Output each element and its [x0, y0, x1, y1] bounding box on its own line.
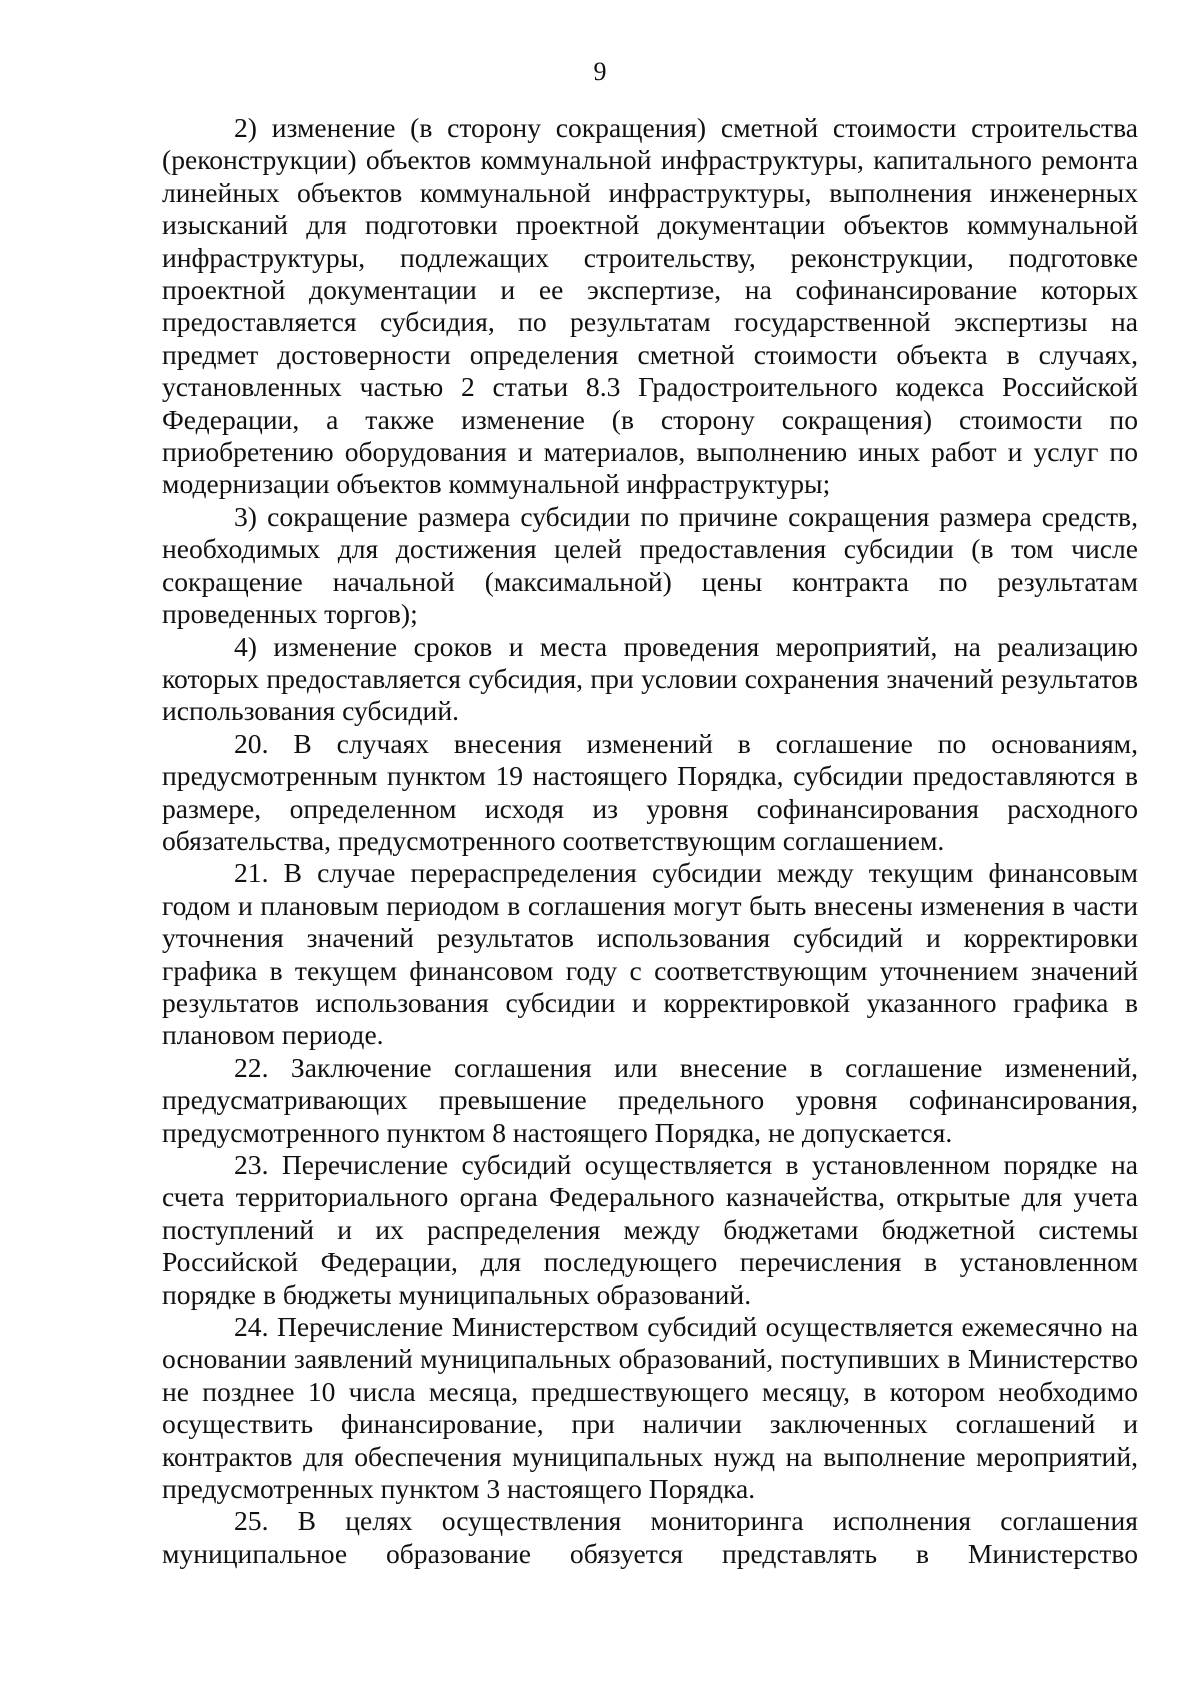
paragraph-item-4: 4) изменение сроков и места проведения мероприятий, на реализацию которых предоставляется субсидия, при условии сохранения значений результатов использования субсидий.: [162, 630, 1138, 727]
paragraph-22: 22. Заключение соглашения или внесение в соглашение изменений, предусматривающих превышение предельного уровня софинансирования, предусмотренного пунктом 8 настоящего Порядка, не допускается.: [162, 1051, 1138, 1148]
document-body: [162, 112, 1138, 1570]
paragraph-24: 24. Перечисление Министерством субсидий осуществляется ежемесячно на основании заявлений муниципальных образований, поступивших в Министерство не позднее 10 числа месяца, предшествующего месяцу, в котором необходимо осуществить финансирование, при наличии заключенных соглашений и контрактов для обеспечения муниципальных нужд на выполнение мероприятий, предусмотренных пунктом 3 настоящего Порядка.: [162, 1311, 1138, 1505]
page-number: 9: [593, 57, 607, 86]
paragraph-21: 21. В случае перераспределения субсидии между текущим финансовым годом и плановым периодом в соглашения могут быть внесены изменения в части уточнения значений результатов использования субсидий и корректировки графика в текущем финансовом году с соответствующим уточнением значений результатов использования субсидии и корректировкой указанного графика в плановом периоде.: [162, 857, 1138, 1051]
paragraph-23: 23. Перечисление субсидий осуществляется в установленном порядке на счета территориального органа Федерального казначейства, открытые для учета поступлений и их распределения между бюджетами бюджетной системы Российской Федерации, для последующего перечисления в установленном порядке в бюджеты муниципальных образований.: [162, 1149, 1138, 1310]
paragraph-20: 20. В случаях внесения изменений в соглашение по основаниям, предусмотренным пунктом 19 настоящего Порядка, субсидии предоставляются в размере, определенном исходя из уровня софинансирования расходного обязательства, предусмотренного соответствующим соглашением.: [162, 727, 1138, 856]
paragraph-item-2: 2) изменение (в сторону сокращения) сметной стоимости строительства (реконструкции) объектов коммунальной инфраструктуры, капитального ремонта линейных объектов коммунальной инфраструктуры, выполнения инженерных изысканий для подготовки проектной документации объектов коммунальной инфраструктуры, подлежащих строительству, реконструкции, подготовке проектной документации и ее экспертизе, на софинансирование которых предоставляется субсидия, по результатам государственной экспертизы на предмет достоверности определения сметной стоимости объекта в случаях, установленных частью 2 статьи 8.3 Градостроительного кодекса Российской Федерации, а также изменение (в сторону сокращения) стоимости по приобретению оборудования и материалов, выполнению иных работ и услуг по модернизации объектов коммунальной инфраструктуры;: [162, 112, 1138, 500]
paragraph-25: 25. В целях осуществления мониторинга исполнения соглашения муниципальное образование обязуется представлять в Министерство: [162, 1505, 1138, 1569]
paragraph-item-3: 3) сокращение размера субсидии по причине сокращения размера средств, необходимых для достижения целей предоставления субсидии (в том числе сокращение начальной (максимальной) цены контракта по результатам проведенных торгов);: [162, 500, 1138, 630]
